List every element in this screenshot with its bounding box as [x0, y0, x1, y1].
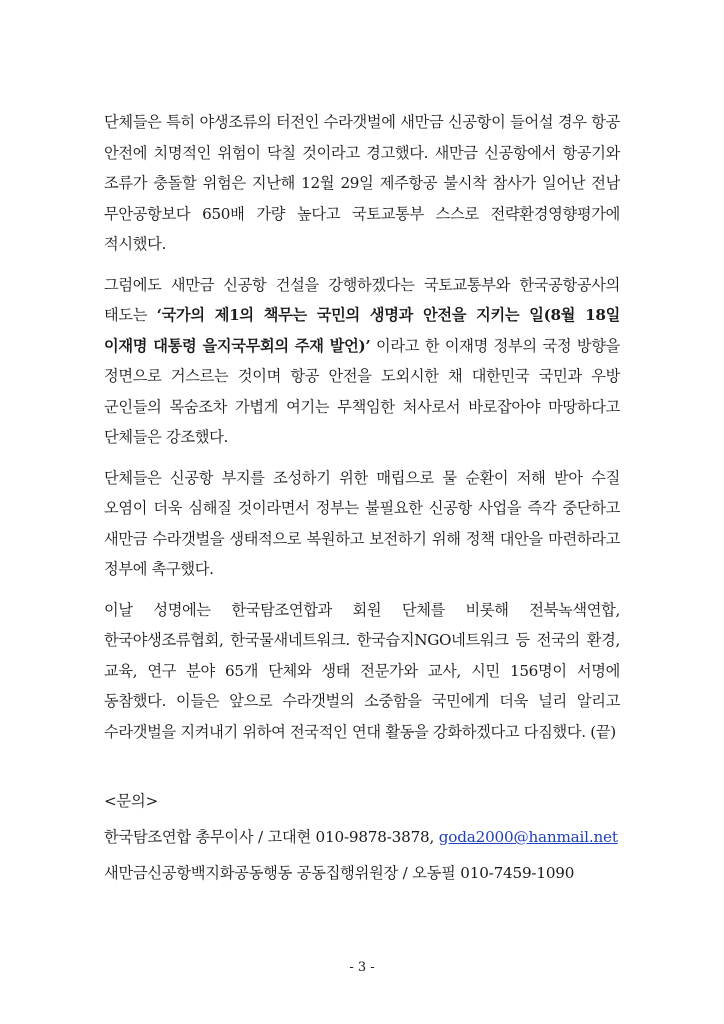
contact-line-2: 새만금신공항백지화공동행동 공동집행위원장 / 오동필 010-7459-1090	[104, 864, 575, 882]
contact-email-link[interactable]: goda2000@hanmail.net	[438, 828, 618, 846]
paragraph-1-text: 단체들은 특히 야생조류의 터전인 수라갯벌에 새만금 신공항이 들어설 경우 항공 안전에 치명적인 위험이 닥칠 것이라고 경고했다. 새만금 신공항에서 항공기와 조류가 충돌할 위험은 지난해 12월 29일 제주항공 불시착 참사가 일어난 전남 무안공항보다 650배 가량 높다고 국토교통부 스스로 전략환경영향평가에 적시했다.	[104, 113, 620, 253]
contact-line-1	[104, 826, 664, 848]
page-number: - 3 -	[349, 960, 375, 975]
body-text	[104, 107, 620, 757]
paragraph-2-text-b: 이라고 한 이재명 정부의 국정 방향을 정면으로 거스르는 것이며 항공 안전을 도외시한 채 대한민국 국민과 우방 군인들의 목숨조차 가볍게 여기는 무책임한 처사로서 바로잡아야 마땅하다고 단체들은 강조했다.	[104, 336, 621, 446]
paragraph-1	[104, 107, 620, 260]
paragraph-2	[104, 270, 620, 453]
paragraph-4-text: 이날 성명에는 한국탐조연합과 회원 단체를 비롯해 전북녹색연합, 한국야생조류협회, 한국물새네트워크. 한국습지NGO네트워크 등 전국의 환경, 교육, 연구 분야 65개 단체와 생태 전문가와 교사, 시민 156명이 서명에 동참했다. 이들은 앞으로 수라갯벌의 소중함을 국민에게 더욱 널리 알리고 수라갯벌을 지켜내기 위하여 전국적인 연대 활동을 강화하겠다고 다짐했다. (끝)	[104, 600, 620, 741]
contact-line-1-text: 한국탐조연합 총무이사 / 고대현 010-9878-3878,	[104, 828, 439, 846]
paragraph-2-text-a: 그럼에도 새만금 신공항 건설을 강행하겠다는 국토교통부와 한국공항공사의 태도는	[104, 275, 620, 324]
paragraph-2-quote: ‘국가의 제1의 책무는 국민의 생명과 안전을 지키는 일(8월 18일 이재명 대통령 을지국무회의 주재 발언)’	[104, 306, 620, 355]
paragraph-4	[104, 595, 620, 748]
inquiry-heading: <문의>	[104, 792, 158, 810]
paragraph-3-text: 단체들은 신공항 부지를 조성하기 위한 매립으로 물 순환이 저해 받아 수질 오염이 더욱 심해질 것이라면서 정부는 불필요한 신공항 사업을 즉각 중단하고 새만금 수라갯벌을 생태적으로 복원하고 보전하기 위해 정책 대안을 마련하라고 정부에 촉구했다.	[104, 468, 620, 578]
paragraph-3	[104, 463, 620, 585]
